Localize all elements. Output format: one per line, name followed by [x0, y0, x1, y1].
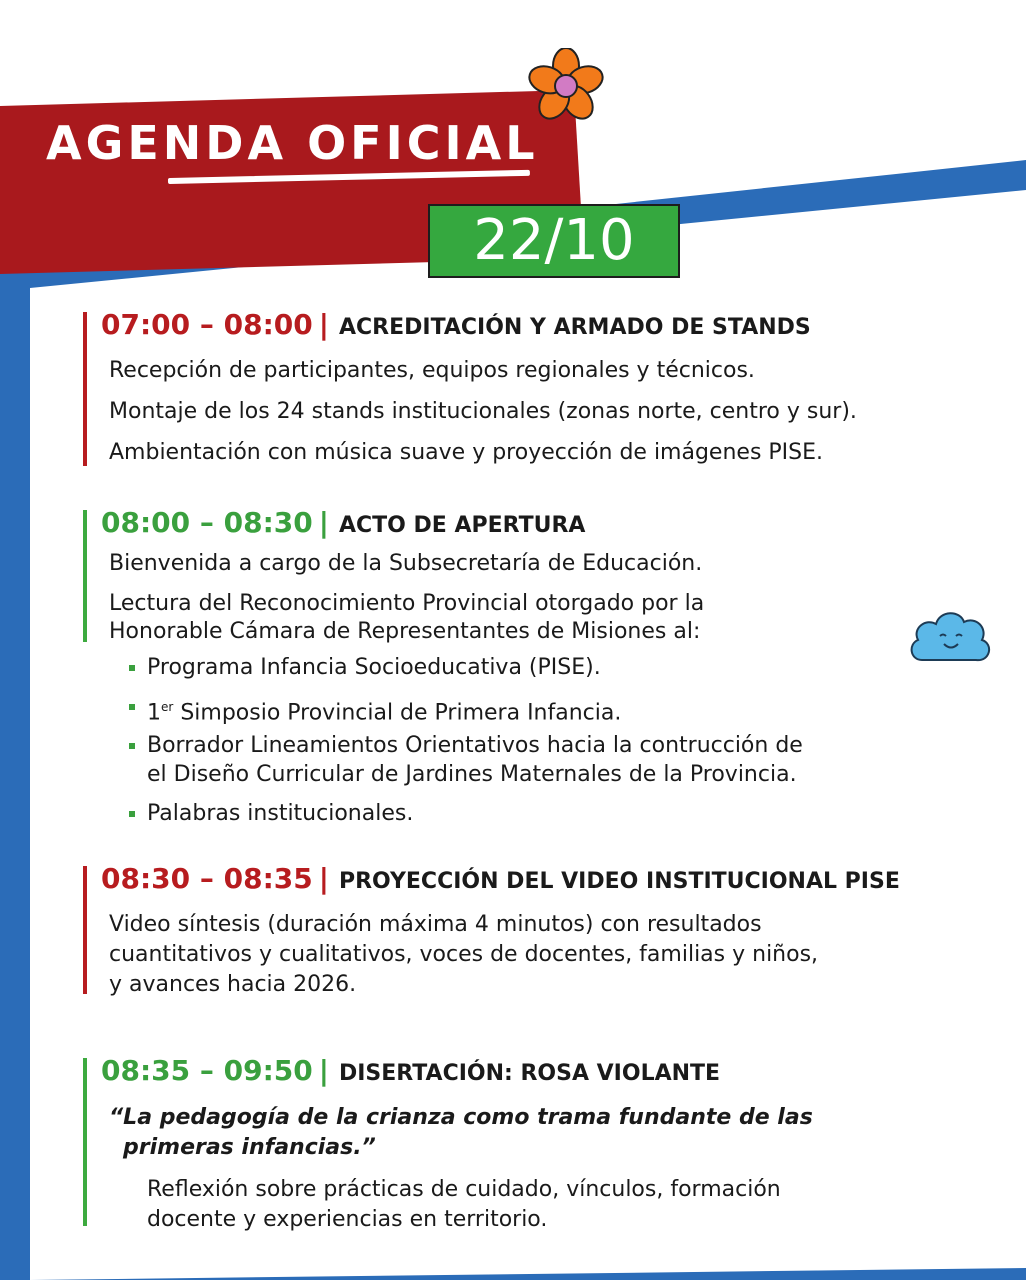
time-range: 08:30 – 08:35 — [101, 862, 313, 895]
section-line: Reflexión sobre prácticas de cuidado, vínculos, formación — [147, 1177, 781, 1202]
flower-icon — [518, 48, 614, 128]
section-bar — [83, 866, 87, 994]
separator: | — [318, 308, 329, 341]
quote-line: primeras infancias.” — [123, 1135, 376, 1160]
separator: | — [318, 506, 329, 539]
section-title: ACTO DE APERTURA — [338, 513, 586, 538]
agenda-item-disertacion — [83, 1054, 1013, 1232]
bullet-text: Borrador Lineamientos Orientativos hacia la contrucción de — [147, 733, 803, 758]
section-line: docente y experiencias en territorio. — [147, 1207, 548, 1232]
section-line: Ambientación con música suave y proyección de imágenes PISE. — [109, 440, 824, 465]
date-badge: 22/10 — [428, 204, 680, 278]
section-heading — [101, 862, 900, 895]
section-line: Bienvenida a cargo de la Subsecretaría de Educación. — [109, 551, 703, 576]
bullet-icon — [129, 811, 135, 817]
separator: | — [318, 862, 329, 895]
bullet-text: el Diseño Curricular de Jardines Maternales de la Provincia. — [147, 762, 797, 787]
agenda-item-video — [83, 862, 1013, 997]
section-line: Recepción de participantes, equipos regionales y técnicos. — [109, 358, 755, 383]
agenda-item-acreditacion — [83, 308, 1013, 472]
section-line: Lectura del Reconocimiento Provincial otorgado por la — [109, 591, 705, 616]
bullet-text: Palabras institucionales. — [147, 801, 414, 826]
section-line: y avances hacia 2026. — [109, 972, 357, 997]
section-bar — [83, 312, 87, 466]
ordinal-number: 1 — [147, 700, 161, 726]
section-line: Video síntesis (duración máxima 4 minutos) con resultados — [109, 912, 762, 937]
bullet-icon — [129, 704, 135, 710]
bullet-icon — [129, 743, 135, 749]
section-line: cuantitativos y cualitativos, voces de docentes, familias y niños, — [109, 942, 819, 967]
quote-line: “La pedagogía de la crianza como trama fundante de las — [109, 1105, 813, 1130]
section-title: PROYECCIÓN DEL VIDEO INSTITUCIONAL PISE — [338, 869, 900, 894]
time-range: 08:35 – 09:50 — [101, 1054, 313, 1087]
page-title: AGENDA OFICIAL — [46, 116, 539, 170]
ordinal-suffix: er — [161, 700, 174, 714]
bullet-text: Programa Infancia Socioeducativa (PISE). — [147, 655, 601, 680]
section-heading — [101, 1054, 720, 1087]
bullet-text-rest: Simposio Provincial de Primera Infancia. — [173, 700, 622, 726]
section-heading — [101, 506, 585, 539]
time-range: 08:00 – 08:30 — [101, 506, 313, 539]
section-heading — [101, 308, 811, 341]
section-line: Honorable Cámara de Representantes de Misiones al: — [109, 619, 701, 644]
time-range: 07:00 – 08:00 — [101, 308, 313, 341]
section-title: DISERTACIÓN: ROSA VIOLANTE — [338, 1061, 721, 1086]
section-title: ACREDITACIÓN Y ARMADO DE STANDS — [338, 315, 811, 340]
section-line: Montaje de los 24 stands institucionales (zonas norte, centro y sur). — [109, 399, 857, 424]
bullet-text — [147, 692, 621, 728]
agenda-item-apertura — [83, 506, 1013, 840]
section-bar — [83, 1058, 87, 1226]
bullet-icon — [129, 665, 135, 671]
section-bar — [83, 510, 87, 642]
separator: | — [318, 1054, 329, 1087]
